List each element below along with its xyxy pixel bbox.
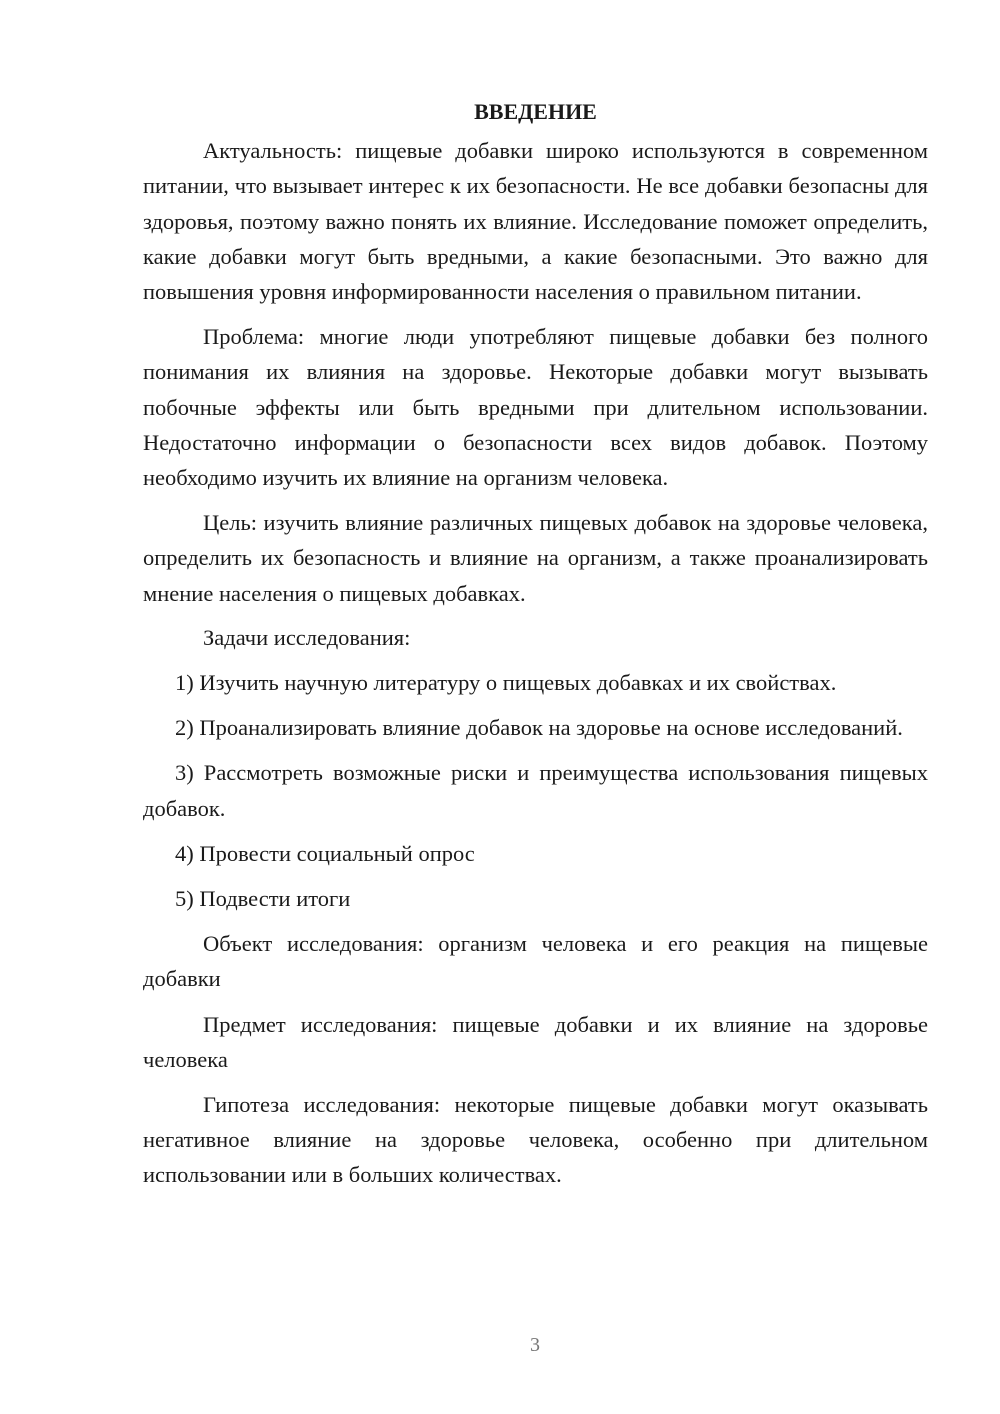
paragraph-problem: Проблема: многие люди употребляют пищевые добавки без полного понимания их влияния на здоровье. Некоторые добавки могут вызывать побочные эффекты или быть вредными при длительном использовании. Недостаточно информации о безопасности всех видов добавок. Поэтому необходимо изучить их влияние на организм человека. (143, 324, 928, 491)
task-item-1: 1) Изучить научную литературу о пищевых добавках и их свойствах. (175, 670, 837, 696)
document-page (143, 94, 928, 1193)
paragraph-subject: Предмет исследования: пищевые добавки и их влияние на здоровье человека (143, 1011, 928, 1072)
paragraph-relevance: Актуальность: пищевые добавки широко используются в современном питании, что вызывает интерес к их безопасности. Не все добавки безопасны для здоровья, поэтому важно понять их влияние. Исследование поможет определить, какие добавки могут быть вредными, а какие безопасными. Это важно для повышения уровня информированности населения о правильном питании. (143, 138, 928, 305)
task-item-4: 4) Провести социальный опрос (175, 840, 475, 866)
page-number: 3 (530, 1334, 540, 1356)
paragraph-hypothesis: Гипотеза исследования: некоторые пищевые добавки могут оказывать негативное влияние на здоровье человека, особенно при длительном использовании или в больших количествах. (143, 1092, 928, 1188)
section-title: ВВЕДЕНИЕ (474, 99, 597, 124)
task-item-3: 3) Рассмотреть возможные риски и преимущества использования пищевых добавок. (143, 760, 928, 821)
paragraph-tasks-heading: Задачи исследования: (203, 624, 411, 650)
task-item-5: 5) Подвести итоги (175, 886, 351, 912)
paragraph-object: Объект исследования: организм человека и его реакция на пищевые добавки (143, 931, 928, 992)
paragraph-goal: Цель: изучить влияние различных пищевых добавок на здоровье человека, определить их безопасность и влияние на организм, а также проанализировать мнение населения о пищевых добавках. (143, 510, 928, 606)
task-item-2: 2) Проанализировать влияние добавок на здоровье на основе исследований. (175, 715, 903, 741)
